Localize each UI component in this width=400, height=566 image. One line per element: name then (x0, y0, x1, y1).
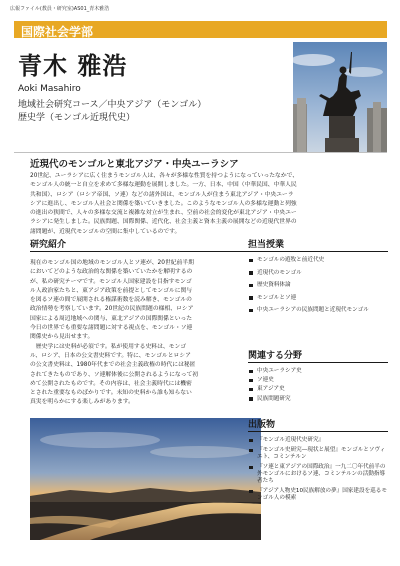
research-line: ル人政治家たちと、東アジア政策を前提としてモンゴルに関与 (30, 287, 193, 294)
research-line: されてきたものであり、ソ連解体後に公開されるようになって初 (30, 371, 199, 378)
research-line: 歴史学には史料が必須です。私が使用する史料は、モンゴ (30, 343, 187, 350)
research-line: とされた重要なものばかりです。未知の史料から誰も知らない (30, 390, 192, 397)
research-line: めて公開されたものです。その内容は、社会主義時代には機密 (30, 380, 192, 387)
related-item: 民族問題研究 (248, 396, 388, 403)
research-line: 真実を明らかにする楽しみがあります。 (30, 399, 134, 406)
courses-title-rule (248, 251, 388, 252)
department-name: 国際社会学部 (21, 25, 94, 39)
course-affiliation: 地域社会研究コース／中央アジア（モンゴル） (18, 100, 207, 110)
research-line: ル、ロシア、日本の公文書史料です。特に、モンゴルとロシア (30, 352, 191, 359)
research-title-rule (30, 251, 265, 252)
lead-line: 20世紀、ユーラシアに広く住まうモンゴル人は、各々が多様な性質を持つようになっていったなかで、 (30, 173, 299, 179)
related-item: ソ連史 (248, 377, 388, 384)
lead-line: の進出の狭間で、人々の多様な交流と複雑な対立が生まれ、空前の社会的変化が東北アジア・中央ユー (30, 210, 297, 217)
research-line: 今日の世界でも重要な諸問題に対する視点を、モンゴル・ソ連 (30, 325, 193, 332)
course-item: モンゴルとソ連 (248, 295, 388, 302)
lead-line: 諸問題が、近現代モンゴルの空間に集中しているのです。 (30, 228, 181, 235)
research-line: 国家による周辺地域への関与、東北アジアの国際関係といった (30, 315, 193, 322)
research-line: の公文書史料は、1980年代までの社会主義政権の時代には秘匿 (30, 362, 196, 369)
courses-section-title: 担当授業 (248, 240, 285, 250)
course-item: 近現代のモンゴル (248, 270, 388, 277)
lead-paragraph (30, 172, 378, 237)
lead-line: モンゴル人の統一と自立を求めて多様な運動を展開しました。一方、日本、中国（中華民国、中華人民 (30, 182, 297, 189)
publication-item: 『モンゴル史研究―現状と展望』モンゴルとソヴィエト、コミンテルン (248, 447, 388, 461)
related-section-title: 関連する分野 (248, 351, 303, 361)
lead-title: 近現代のモンゴルと東北アジア・中央ユーラシア (30, 159, 239, 170)
department-banner (14, 21, 387, 38)
research-line: においてどのような政治的な関係を築いていたかを解明するの (30, 269, 193, 276)
courses-list (248, 257, 388, 320)
publications-title-rule (248, 431, 388, 432)
publications-list (248, 437, 388, 505)
lead-line: 共和国）、ロシア（ロシア帝国、ソ連）などの諸外国は、モンゴル人が住まう東北アジア・中央ユーラ (30, 191, 294, 198)
research-line: 現在のモンゴル国の地域のモンゴル人とソ連が、20世紀前半期 (30, 260, 194, 266)
lead-line: シアに進出し、モンゴル人社会と関係を築いていきました。このようなモンゴル人の多様な運動と列強 (30, 200, 297, 207)
research-paragraph (30, 259, 265, 408)
research-section-title: 研究紹介 (30, 240, 67, 250)
research-line: が、私の研究テーマです。モンゴル人国家建設を目指すモンゴ (30, 278, 192, 285)
publication-item: 『モンゴル近現代史研究』 (248, 437, 388, 444)
section-divider (14, 152, 387, 153)
professor-romaji: Aoki Masahiro (18, 84, 81, 94)
research-line: 政治情勢を考察しています。20世紀の民族問題の様相、ロシア (30, 306, 194, 313)
related-title-rule (248, 362, 388, 363)
river-sunset-photo (30, 418, 261, 540)
research-line: を図るソ連の間で展開される権謀術数を読み解き、モンゴルの (30, 297, 192, 304)
publication-item: 『アジア人物史10民族解放の夢』国家建設を巡るモンゴル人の模索 (248, 488, 388, 502)
related-list (248, 368, 388, 405)
research-line: 関係史から見出せます。 (30, 334, 94, 341)
course-item: 歴史資料体論 (248, 282, 388, 289)
file-label: 広報ファイル(教員・研究室)AS01_青木雅浩 (10, 6, 110, 12)
related-item: 東アジア史 (248, 386, 388, 393)
lead-line: ラシアに発生しました。民族問題、国際関係、近代化、社会主義と資本主義の展開などの近現代世界の (30, 219, 297, 226)
course-item: 中央ユーラシアの民族問題と近現代モンゴル (248, 307, 388, 314)
equestrian-statue-photo (293, 42, 387, 152)
course-item: モンゴルの遊牧と前近代史 (248, 257, 388, 264)
professor-name: 青木 雅浩 (18, 52, 128, 80)
publications-section-title: 出版物 (248, 420, 276, 430)
publication-item: 『ソ連と東アジアの国際政治』一九二〇年代前半の外モンゴルにおけるソ連、コミンテルンの活動指導者たち (248, 464, 388, 485)
research-field: 歴史学（モンゴル近現代史） (18, 113, 136, 123)
related-item: 中央ユーラシア史 (248, 368, 388, 375)
